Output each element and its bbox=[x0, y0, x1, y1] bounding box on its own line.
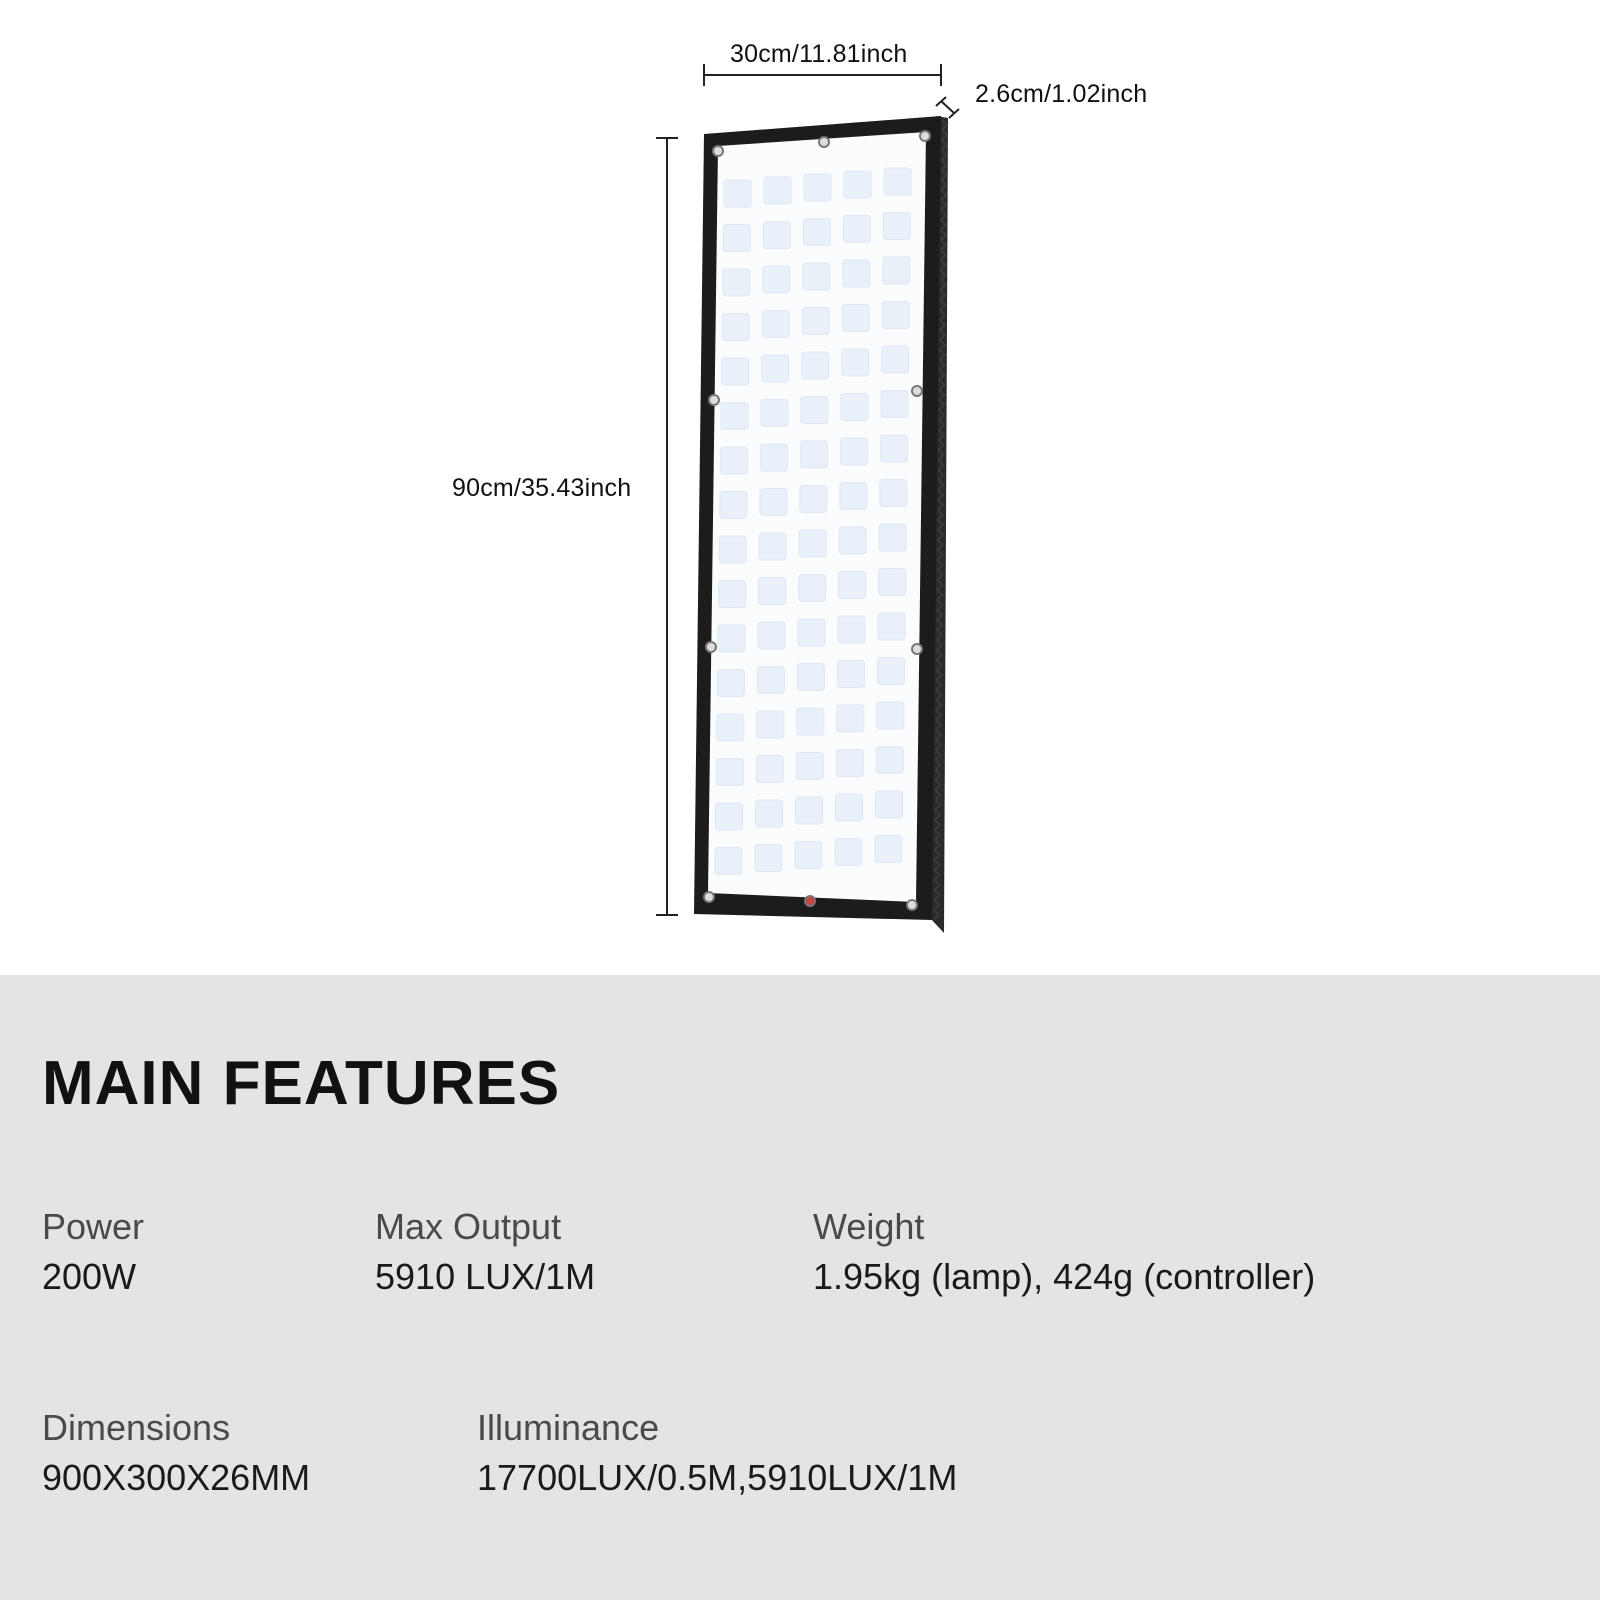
led-chip bbox=[716, 803, 743, 830]
led-chip bbox=[839, 572, 866, 599]
grommet bbox=[805, 896, 815, 906]
led-chip bbox=[764, 177, 791, 204]
led-chip bbox=[797, 708, 824, 735]
led-chip bbox=[838, 616, 865, 643]
led-chip bbox=[720, 447, 747, 474]
spec-label: Dimensions bbox=[42, 1407, 231, 1448]
spec-label: Weight bbox=[813, 1206, 925, 1247]
led-chip bbox=[723, 269, 750, 296]
width-dimension-label: 30cm/11.81inch bbox=[730, 40, 908, 68]
led-chip bbox=[799, 575, 826, 602]
led-chip bbox=[795, 842, 822, 869]
led-chip bbox=[763, 222, 790, 249]
depth-dimension-label: 2.6cm/1.02inch bbox=[975, 80, 1148, 108]
led-chip bbox=[721, 403, 748, 430]
led-chip bbox=[797, 664, 824, 691]
led-chip bbox=[836, 750, 863, 777]
led-chip bbox=[883, 257, 910, 284]
spec-label: Illuminance bbox=[477, 1407, 660, 1448]
grommet bbox=[706, 642, 716, 652]
led-chip bbox=[799, 530, 826, 557]
led-chip bbox=[800, 486, 827, 513]
led-chip bbox=[802, 352, 829, 379]
grommet bbox=[713, 146, 723, 156]
led-chip bbox=[717, 670, 744, 697]
led-chip bbox=[882, 302, 909, 329]
led-chip bbox=[875, 836, 902, 863]
height-dimension-label: 90cm/35.43inch bbox=[452, 474, 632, 502]
led-chip bbox=[798, 619, 825, 646]
led-chip bbox=[716, 759, 743, 786]
led-chip bbox=[878, 613, 905, 640]
spec-value: 5910 LUX/1M bbox=[375, 1256, 596, 1297]
led-chip bbox=[842, 349, 869, 376]
depth-dimension-line bbox=[936, 97, 959, 118]
grommet bbox=[907, 900, 917, 910]
led-chip bbox=[843, 216, 870, 243]
led-chip bbox=[879, 569, 906, 596]
led-chip bbox=[722, 358, 749, 385]
led-chip bbox=[762, 355, 789, 382]
led-chip bbox=[836, 794, 863, 821]
led-chip bbox=[877, 658, 904, 685]
height-dimension-line bbox=[656, 138, 678, 915]
features-title: MAIN FEATURES bbox=[42, 1049, 561, 1118]
led-chip bbox=[719, 581, 746, 608]
led-chip bbox=[884, 168, 911, 195]
spec-weight bbox=[813, 1204, 1315, 1300]
led-chip bbox=[839, 527, 866, 554]
led-chip bbox=[837, 705, 864, 732]
led-chip bbox=[840, 483, 867, 510]
led-chip bbox=[760, 489, 787, 516]
led-chip bbox=[715, 848, 742, 875]
grommet bbox=[819, 137, 829, 147]
main-features-section bbox=[0, 975, 1600, 1600]
led-chip bbox=[796, 753, 823, 780]
spec-value: 900X300X26MM bbox=[42, 1457, 311, 1498]
led-chip bbox=[759, 533, 786, 560]
led-chip bbox=[759, 578, 786, 605]
led-chip bbox=[881, 391, 908, 418]
grommet bbox=[709, 395, 719, 405]
led-chip bbox=[883, 213, 910, 240]
led-chip bbox=[762, 311, 789, 338]
led-chip bbox=[840, 438, 867, 465]
spec-max-output bbox=[375, 1204, 595, 1300]
grommet bbox=[704, 892, 714, 902]
spec-value: 17700LUX/0.5M,5910LUX/1M bbox=[477, 1457, 958, 1498]
led-chip bbox=[724, 180, 751, 207]
led-chip bbox=[876, 747, 903, 774]
led-chip bbox=[803, 263, 830, 290]
spec-label: Power bbox=[42, 1206, 145, 1247]
spec-value: 1.95kg (lamp), 424g (controller) bbox=[813, 1256, 1316, 1297]
led-chip bbox=[723, 225, 750, 252]
led-chip bbox=[756, 800, 783, 827]
led-chip bbox=[800, 441, 827, 468]
led-chip bbox=[804, 174, 831, 201]
spec-value: 200W bbox=[42, 1256, 137, 1297]
led-chip bbox=[757, 711, 784, 738]
led-chip bbox=[803, 219, 830, 246]
grommet bbox=[920, 131, 930, 141]
led-chip bbox=[837, 661, 864, 688]
spec-illuminance bbox=[477, 1405, 957, 1501]
spec-label: Max Output bbox=[375, 1206, 562, 1247]
led-chip bbox=[880, 435, 907, 462]
grommet bbox=[912, 386, 922, 396]
led-chip bbox=[718, 625, 745, 652]
led-chip bbox=[757, 667, 784, 694]
led-chip bbox=[717, 714, 744, 741]
led-chip bbox=[720, 492, 747, 519]
led-chip bbox=[719, 536, 746, 563]
led-chip bbox=[763, 266, 790, 293]
led-chip bbox=[882, 346, 909, 373]
led-chip bbox=[755, 845, 782, 872]
led-chip bbox=[841, 394, 868, 421]
led-chip bbox=[760, 444, 787, 471]
led-chip bbox=[796, 797, 823, 824]
spec-power bbox=[42, 1204, 144, 1300]
led-chip bbox=[761, 400, 788, 427]
led-chip bbox=[879, 524, 906, 551]
led-chip bbox=[835, 839, 862, 866]
led-chip bbox=[758, 622, 785, 649]
led-chip bbox=[844, 171, 871, 198]
led-chip bbox=[877, 702, 904, 729]
led-chip bbox=[876, 791, 903, 818]
led-chip bbox=[842, 305, 869, 332]
spec-dimensions bbox=[42, 1405, 310, 1501]
led-chip bbox=[722, 314, 749, 341]
led-chip bbox=[880, 480, 907, 507]
led-chip bbox=[843, 260, 870, 287]
grommet bbox=[912, 644, 922, 654]
led-chip bbox=[802, 308, 829, 335]
led-chip bbox=[756, 756, 783, 783]
led-chip bbox=[801, 397, 828, 424]
